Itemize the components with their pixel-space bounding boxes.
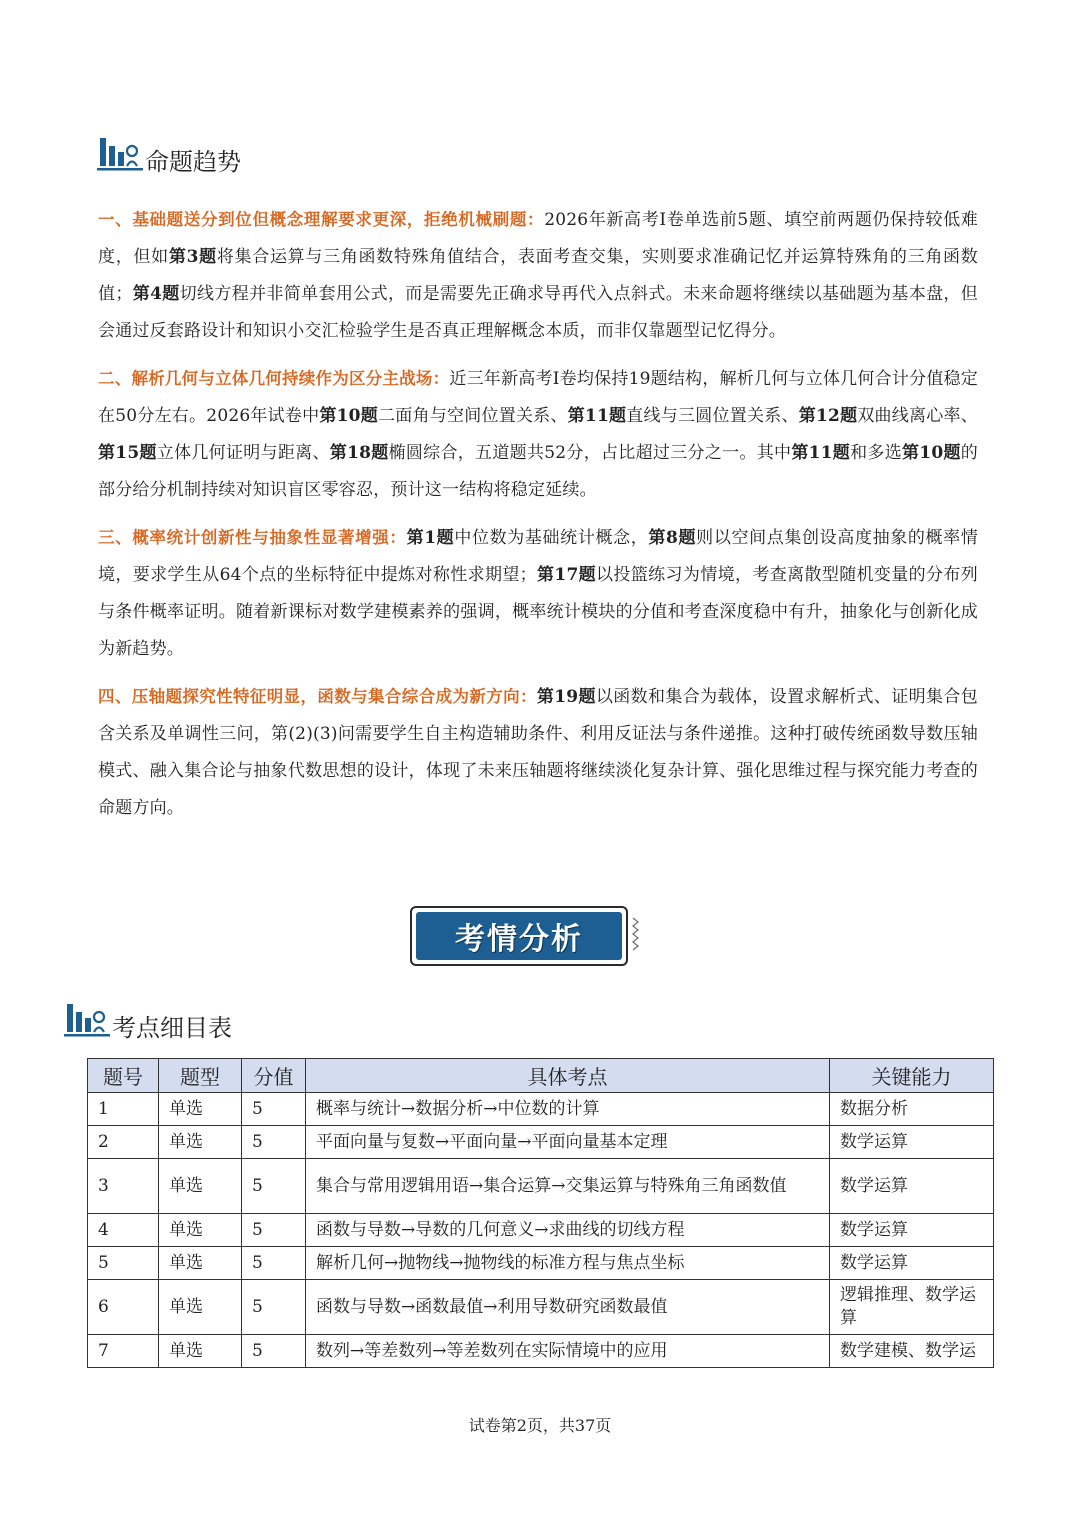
table-row	[88, 1159, 994, 1214]
paragraph-text: 的部分给分机制持续对知识盲区零容忍，预计这一结构将稳定延续。	[98, 443, 978, 500]
chart-bars-icon	[97, 134, 143, 174]
question-ref: 第15题	[98, 443, 157, 463]
cell-topic: 集合与常用逻辑用语→集合运算→交集运算与特殊角三角函数值	[306, 1159, 830, 1214]
question-ref: 第3题	[168, 247, 217, 267]
trend-content	[98, 201, 978, 827]
cell-ability: 数学运算	[830, 1247, 994, 1280]
question-ref: 第1题	[406, 528, 455, 548]
question-ref: 第8题	[648, 528, 697, 548]
cell-score: 5	[242, 1335, 306, 1368]
paragraph-text: 以投篮练习为情境，考查离散型随机变量的分布列与条件概率证明。随着新课标对数学建模素养的强调，概率统计模块的分值和考查深度稳中有升，抽象化与创新化成为新趋势。	[98, 565, 978, 659]
col-header-score: 分值	[242, 1059, 306, 1093]
question-ref: 第10题	[902, 443, 961, 463]
paragraph-text: 则以空间点集创设高度抽象的概率情境，要求学生从64个点的坐标特征中提炼对称性求期望；	[98, 528, 979, 585]
cell-score: 5	[242, 1126, 306, 1159]
cell-number: 5	[88, 1247, 159, 1280]
page-footer: 试卷第2页，共37页	[468, 1416, 612, 1435]
cell-ability: 逻辑推理、数学运算	[830, 1280, 994, 1335]
cell-score: 5	[242, 1093, 306, 1126]
paragraph-text: 中位数为基础统计概念，	[454, 528, 649, 548]
cell-score: 5	[242, 1247, 306, 1280]
question-ref: 第4题	[132, 284, 180, 304]
paragraph-lead: 一、基础题送分到位但概念理解要求更深，拒绝机械刷题：	[98, 210, 545, 229]
cell-number: 2	[88, 1126, 159, 1159]
table-row	[88, 1126, 994, 1159]
paragraph-lead: 三、概率统计创新性与抽象性显著增强：	[98, 528, 407, 547]
section-title-table: 考点细目表	[112, 1014, 232, 1042]
col-header-topic: 具体考点	[306, 1059, 830, 1093]
paragraph-lead: 二、解析几何与立体几何持续作为区分主战场：	[98, 369, 450, 388]
question-ref: 第10题	[319, 406, 378, 426]
cell-ability: 数学运算	[830, 1126, 994, 1159]
paragraph-text: 以函数和集合为载体，设置求解析式、证明集合包含关系及单调性三问，第(2)(3)问需要学生自主构造辅助条件、利用反证法与条件递推。这种打破传统函数导数压轴模式、融入集合论与抽象代数思想的设计，体现了未来压轴题将继续淡化复杂计算、强化思维过程与探究能力考查的命题方向。	[98, 687, 978, 818]
trend-paragraph-1	[98, 201, 978, 350]
paragraph-text: 双曲线离心率、	[857, 406, 978, 426]
paragraph-text: 和多选	[850, 443, 902, 463]
cell-topic: 数列→等差数列→等差数列在实际情境中的应用	[306, 1335, 830, 1368]
table-row	[88, 1214, 994, 1247]
cell-score: 5	[242, 1280, 306, 1335]
paragraph-text: 二面角与空间位置关系、	[377, 406, 568, 426]
paragraph-text: 切线方程并非简单套用公式，而是需要先正确求导再代入点斜式。未来命题将继续以基础题为基本盘，但会通过反套路设计和知识小交汇检验学生是否真正理解概念本质，而非仅靠题型记忆得分。	[98, 284, 978, 341]
col-header-ability: 关键能力	[830, 1059, 994, 1093]
table-row	[88, 1335, 994, 1368]
col-header-type: 题型	[159, 1059, 242, 1093]
cell-number: 4	[88, 1214, 159, 1247]
cell-ability: 数学建模、数学运	[830, 1335, 994, 1368]
col-header-number: 题号	[88, 1059, 159, 1093]
section-header-table	[64, 1000, 232, 1040]
table-row	[88, 1247, 994, 1280]
question-ref: 第11题	[791, 443, 851, 463]
cell-type: 单选	[159, 1335, 242, 1368]
cell-topic: 平面向量与复数→平面向量→平面向量基本定理	[306, 1126, 830, 1159]
chart-bars-icon	[64, 1000, 110, 1040]
cell-type: 单选	[159, 1214, 242, 1247]
paragraph-text: 将集合运算与三角函数特殊角值结合，表面考查交集，实则要求准确记忆并运算特殊角的三角函数值；	[98, 247, 978, 304]
exam-points-table	[87, 1058, 994, 1368]
question-ref: 第11题	[567, 406, 627, 426]
analysis-banner	[410, 906, 628, 966]
paragraph-text: 2026年新高考I卷单选前5题、填空前两题仍保持较低难度，但如	[98, 210, 979, 267]
trend-paragraph-3	[98, 519, 978, 668]
cell-type: 单选	[159, 1126, 242, 1159]
cell-topic: 函数与导数→函数最值→利用导数研究函数最值	[306, 1280, 830, 1335]
cell-topic: 解析几何→抛物线→抛物线的标准方程与焦点坐标	[306, 1247, 830, 1280]
cell-ability: 数学运算	[830, 1159, 994, 1214]
cell-score: 5	[242, 1214, 306, 1247]
paragraph-text: 立体几何证明与距离、	[156, 443, 330, 463]
cell-number: 1	[88, 1093, 159, 1126]
question-ref: 第17题	[536, 565, 597, 585]
trend-paragraph-2	[98, 360, 978, 509]
table-header-row	[88, 1059, 994, 1093]
cell-number: 3	[88, 1159, 159, 1214]
cell-number: 6	[88, 1280, 159, 1335]
table-row	[88, 1093, 994, 1126]
cell-topic: 函数与导数→导数的几何意义→求曲线的切线方程	[306, 1214, 830, 1247]
cell-ability: 数学运算	[830, 1214, 994, 1247]
analysis-banner-label: 考情分析	[416, 912, 622, 960]
question-ref: 第12题	[798, 406, 858, 426]
paragraph-text: 椭圆综合，五道题共52分，占比超过三分之一。其中	[388, 443, 792, 463]
cell-type: 单选	[159, 1247, 242, 1280]
paragraph-lead: 四、压轴题探究性特征明显，函数与集合综合成为新方向：	[98, 687, 537, 706]
cell-type: 单选	[159, 1093, 242, 1126]
question-ref: 第19题	[536, 687, 596, 707]
cell-number: 7	[88, 1335, 159, 1368]
section-title-trend: 命题趋势	[145, 148, 241, 176]
paragraph-text: 直线与三圆位置关系、	[626, 406, 799, 426]
section-header-trend	[97, 134, 241, 174]
cell-topic: 概率与统计→数据分析→中位数的计算	[306, 1093, 830, 1126]
trend-paragraph-4	[98, 678, 978, 827]
cell-ability: 数据分析	[830, 1093, 994, 1126]
cell-score: 5	[242, 1159, 306, 1214]
paragraph-text: 近三年新高考I卷均保持19题结构，解析几何与立体几何合计分值稳定在50分左右。2026年试卷中	[98, 369, 978, 426]
cell-type: 单选	[159, 1280, 242, 1335]
cell-type: 单选	[159, 1159, 242, 1214]
table-row	[88, 1280, 994, 1335]
squiggle-decoration-icon	[630, 916, 640, 956]
question-ref: 第18题	[329, 443, 389, 463]
